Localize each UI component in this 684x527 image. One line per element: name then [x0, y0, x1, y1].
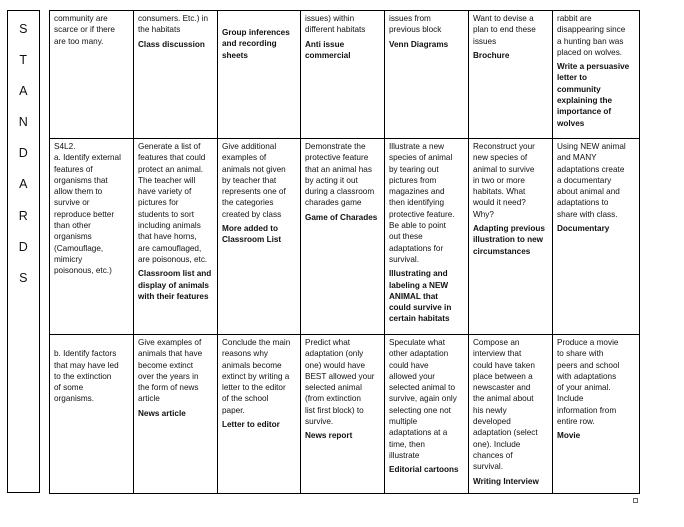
cell-product: News article — [138, 408, 186, 418]
table-cell — [134, 139, 218, 335]
table-cell — [134, 335, 218, 494]
standards-letter: D — [18, 239, 29, 254]
table-cell — [385, 11, 469, 139]
cell-text: Conclude the main reasons why animals become extinct by writing a letter to the editor of the school paper. — [222, 338, 291, 415]
table-cell — [218, 335, 301, 494]
cell-text: Produce a movie to share with peers and school with adaptations of your animal. Include information from entire row. — [557, 338, 620, 427]
standards-letters — [8, 21, 39, 301]
table-cell — [218, 139, 301, 335]
standards-side-label — [7, 10, 40, 493]
standards-letter: D — [18, 146, 29, 161]
cell-product: Brochure — [473, 50, 510, 60]
cell-product: Anti issue commercial — [305, 39, 351, 60]
standards-table — [49, 10, 640, 494]
table-cell — [134, 11, 218, 139]
cell-text: Give additional examples of animals not given by teacher that represents one of the categories created by class — [222, 142, 286, 219]
cell-text: Give examples of animals that have become extinct over the years in the form of news article — [138, 338, 203, 404]
cell-text: Generate a list of features that could protect an animal. The teacher will have variety of pictures for students to sort including animals that have horns, are camouflaged, are poisonous, etc. — [138, 142, 208, 264]
table-row — [50, 11, 640, 139]
table-row — [50, 139, 640, 335]
cell-text: Want to devise a plan to end these issues — [473, 14, 536, 46]
cell-text: issues from previous block — [389, 14, 442, 35]
table-resize-handle[interactable] — [633, 498, 638, 503]
table-cell — [50, 139, 134, 335]
table-cell — [301, 11, 385, 139]
standards-letter: S — [19, 270, 28, 285]
standards-letter: R — [18, 208, 29, 223]
standards-letter: T — [19, 53, 28, 68]
standards-letter: A — [19, 177, 28, 192]
cell-product: Classroom list and display of animals with their features — [138, 269, 212, 301]
cell-product: Illustrating and labeling a NEW ANIMAL that could survive in certain habitats — [389, 269, 452, 324]
cell-product: Writing Interview — [473, 476, 539, 486]
table-cell — [553, 139, 640, 335]
cell-text: Using NEW animal and MANY adaptations create a documentary about animal and adaptations to share with class. — [557, 142, 626, 219]
cell-product: Game of Charades — [305, 212, 378, 222]
table-cell — [50, 335, 134, 494]
table-cell — [50, 11, 134, 139]
cell-text: S4L2. a. Identify external features of organisms that allow them to survive or reproduce better than other organisms (Camouflage, mimicry poisonous, etc.) — [54, 142, 121, 276]
table-cell — [301, 335, 385, 494]
cell-text: Speculate what other adaptation could have allowed your selected animal to survive, again only selecting one not multiple adaptations at a time, then illustrate — [389, 338, 457, 460]
table-cell — [469, 11, 553, 139]
cell-product: Letter to editor — [222, 420, 280, 430]
cell-text: Reconstruct your new species of animal to survive in two or more habitats. What would it need? Why? — [473, 142, 535, 219]
table-cell — [553, 335, 640, 494]
cell-text: community are scarce or if there are too many. — [54, 14, 115, 46]
cell-product: Movie — [557, 431, 581, 441]
cell-product: Write a persuasive letter to community explaining the importance of wolves — [557, 62, 630, 128]
cell-text: consumers. Etc.) in the habitats — [138, 14, 209, 35]
table-cell — [469, 335, 553, 494]
cell-product: Documentary — [557, 224, 610, 234]
table-cell — [385, 139, 469, 335]
table-cell — [385, 335, 469, 494]
table-cell — [469, 139, 553, 335]
cell-product: Adapting previous illustration to new circumstances — [473, 224, 545, 256]
standards-letter: S — [19, 22, 28, 36]
standards-letter: N — [18, 115, 29, 130]
cell-product: Editorial cartoons — [389, 465, 459, 475]
standards-letter: A — [19, 84, 28, 99]
cell-text: Predict what adaptation (only one) would have BEST allowed your selected animal (from extinction list first block) to survive. — [305, 338, 375, 427]
cell-product: Venn Diagrams — [389, 39, 449, 49]
cell-product: Group inferences and recording sheets — [222, 28, 290, 60]
table-cell — [301, 139, 385, 335]
table-cell — [218, 11, 301, 139]
cell-text: rabbit are disappearing since a hunting ban was placed on wolves. — [557, 14, 626, 57]
cell-text: issues) within different habitats — [305, 14, 366, 35]
cell-product: Class discussion — [138, 39, 205, 49]
table-cell — [553, 11, 640, 139]
table-row — [50, 335, 640, 494]
cell-text: Demonstrate the protective feature that an animal has by acting it out during a classroom charades game — [305, 142, 375, 208]
cell-text: b. Identify factors that may have led to the extinction of some organisms. — [54, 349, 119, 404]
cell-product: News report — [305, 431, 353, 441]
cell-product: More added to Classroom List — [222, 224, 282, 245]
cell-text: Compose an interview that could have taken place between a newscaster and the animal about his newly developed adaptation (select one). Include chances of survival. — [473, 338, 538, 472]
cell-text: Illustrate a new species of animal by tearing out pictures from magazines and then identifying protective feature. Be able to point out these adaptations for survival. — [389, 142, 455, 264]
